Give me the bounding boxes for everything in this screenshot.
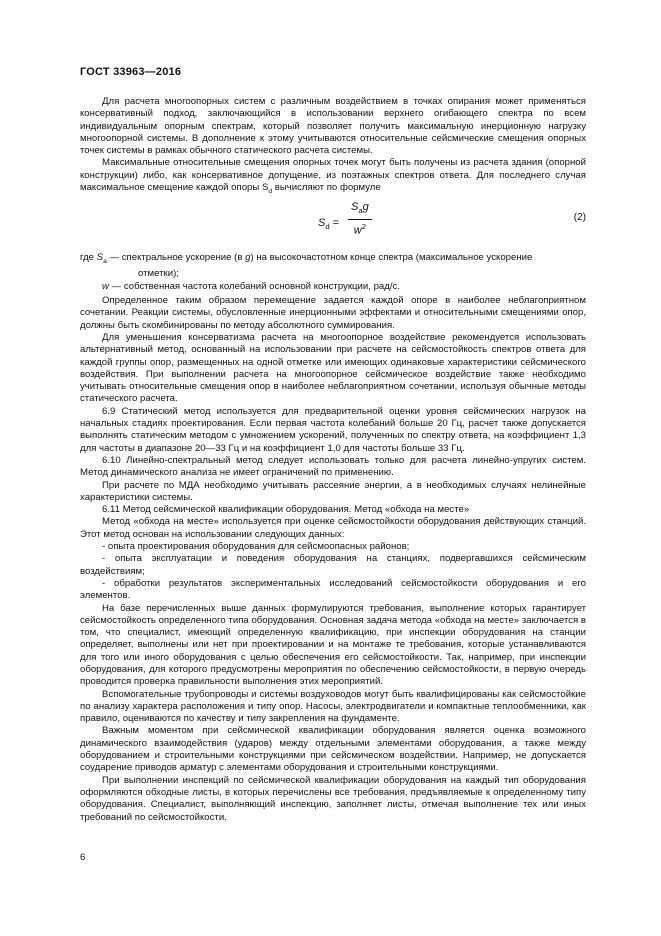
paragraph: Для расчета многоопорных систем с различным воздействием в точках опирания может применяться консервативный подход, заключающийся в использовании верхнего огибающего спектра по всем индивидуальным опорным спектрам, который позволяет получить максимальную инерционную нагрузку многоопорной системы. В дополнение к этому учитываются относительные сейсмические смещения опорных точек системы в рамках обычного статического расчета системы. (80, 96, 586, 157)
paragraph: Метод «обхода на месте» используется при оценке сейсмостойкости оборудования действующих станций. Этот метод основан на использовании следующих данных: (80, 516, 586, 540)
paragraph: Важным моментом при сейсмической квалификации оборудования является оценка возможного динамического взаимодействия (ударов) между отдельными элементами оборудования, а также между оборудованием и строительными конструкциями при сейсмическом воздействии. Например, не допускается соударение приводов арматур с элементами оборудования и строительными конструкциями. (80, 725, 586, 774)
document-body (80, 96, 586, 824)
formula-lhs: $S_d$ = (318, 217, 340, 232)
page-number: 6 (80, 852, 86, 863)
paragraph: Вспомогательные трубопроводы и системы воздуховодов могут быть квалифицированы как сейсмостойкие по анализу характера расположения и типу опор. Насосы, электродвигатели и компактные теплообменники, как правило, оцениваются по качеству и типу закрепления на фундаменте. (80, 688, 586, 725)
paragraph: Для уменьшения консерватизма расчета на многоопорное воздействие рекомендуется использовать альтернативный метод, основанный на использовании при расчете на сейсмостойкость спектров ответа для каждой группы опор, размещенных на одной отметке или имеющих одинаковые характеристики сейсмического воздействия. При выполнении расчета на многоопорное сейсмическое воздействие также необходимо учитывать относительные смещения опор в наиболее неблагоприятном сочетании, используя обычные методы статического расчета. (80, 331, 586, 405)
list-item: - обработки результатов экспериментальных исследований сейсмостойкости оборудования и его элементов. (80, 577, 586, 602)
section-6-11-title: 6.11 Метод сейсмической квалификации оборудования. Метод «обхода на месте» (102, 504, 470, 516)
document-header: ГОСТ 33963—2016 (80, 66, 182, 78)
formula-explanation: где $S_a$ — спектральное ускорение (в g) на высокочастотном конце спектра (максимальное ускорение отметки); w — собственная частота колебаний основной конструкции, рад/с. (80, 252, 533, 292)
paragraph: При расчете по МДА необходимо учитывать рассеяние энергии, а в необходимых случаях нелинейные характеристики системы. (80, 479, 586, 503)
list-item: - опыта эксплуатации и поведения оборудования на станциях, подвергавшихся сейсмическим воздействиям; (80, 553, 586, 577)
formula-fraction: $S_ag$ $w^2$ (348, 201, 372, 236)
section-6-10: 6.10 Линейно-спектральный метод следует использовать только для расчета линейно-упругих систем. Метод динамического анализа не имеет ограничений по применению. (80, 454, 586, 479)
section-6-9: 6.9 Статический метод используется для предварительной оценки уровня сейсмических нагрузок на начальных стадиях проектирования. Если первая частота колебаний больше 20 Гц, расчет также допускается выполнять статическим методом с умножением ускорений, полученных по спектру ответа, на коэффициент 1,3 для частоты в диапазоне 20—33 Гц и на коэффициент 1,0 для частоты больше 33 Гц. (80, 405, 586, 454)
list-item: - опыта проектирования оборудования для сейсмоопасных районов; (102, 541, 410, 553)
formula-2 (80, 198, 586, 252)
paragraph: На базе перечисленных выше данных формулируются требования, выполнение которых гарантирует сейсмостойкость определенного типа оборудования. Основная задача метода «обхода на месте» заключается в том, что специалист, имеющий определенную квалификацию, при инспекции оборудования на станции определяет, выполнены или нет при проектировании и на монтаже те требования, которые устанавливаются для того или иного оборудования с целью обеспечения его сейсмостойкости. Так, например, при инспекции оборудования, для которого предусмотрены мероприятия по обеспечению сейсмостойкости, в первую очередь проводится проверка правильности выполнения этих мероприятий. (80, 602, 586, 688)
paragraph: Максимальные относительные смещения опорных точек могут быть получены из расчета здания (опорной конструкции) либо, как консервативное допущение, из поэтажных спектров ответа. Для последнего случая максимальное смещение каждой опоры $S_d$ вычисляют по формуле (80, 157, 586, 195)
paragraph: При выполнении инспекций по сейсмической квалификации оборудования на каждый тип оборудования оформляются обходные листы, в которых перечислены все требования, предъявляемые к определенному типу оборудования. Специалист, выполняющий инспекцию, заполняет листы, отмечая выполнение тех или иных требований по сейсмостойкости. (80, 774, 586, 823)
equation-number: (2) (573, 212, 586, 224)
paragraph: Определенное таким образом перемещение задается каждой опоре в наиболее неблагоприятном сочетании. Реакции системы, обусловленные инерционными эффектами и относительными смещениями опор, должны быть скомбинированы по методу абсолютного суммирования. (80, 295, 586, 331)
